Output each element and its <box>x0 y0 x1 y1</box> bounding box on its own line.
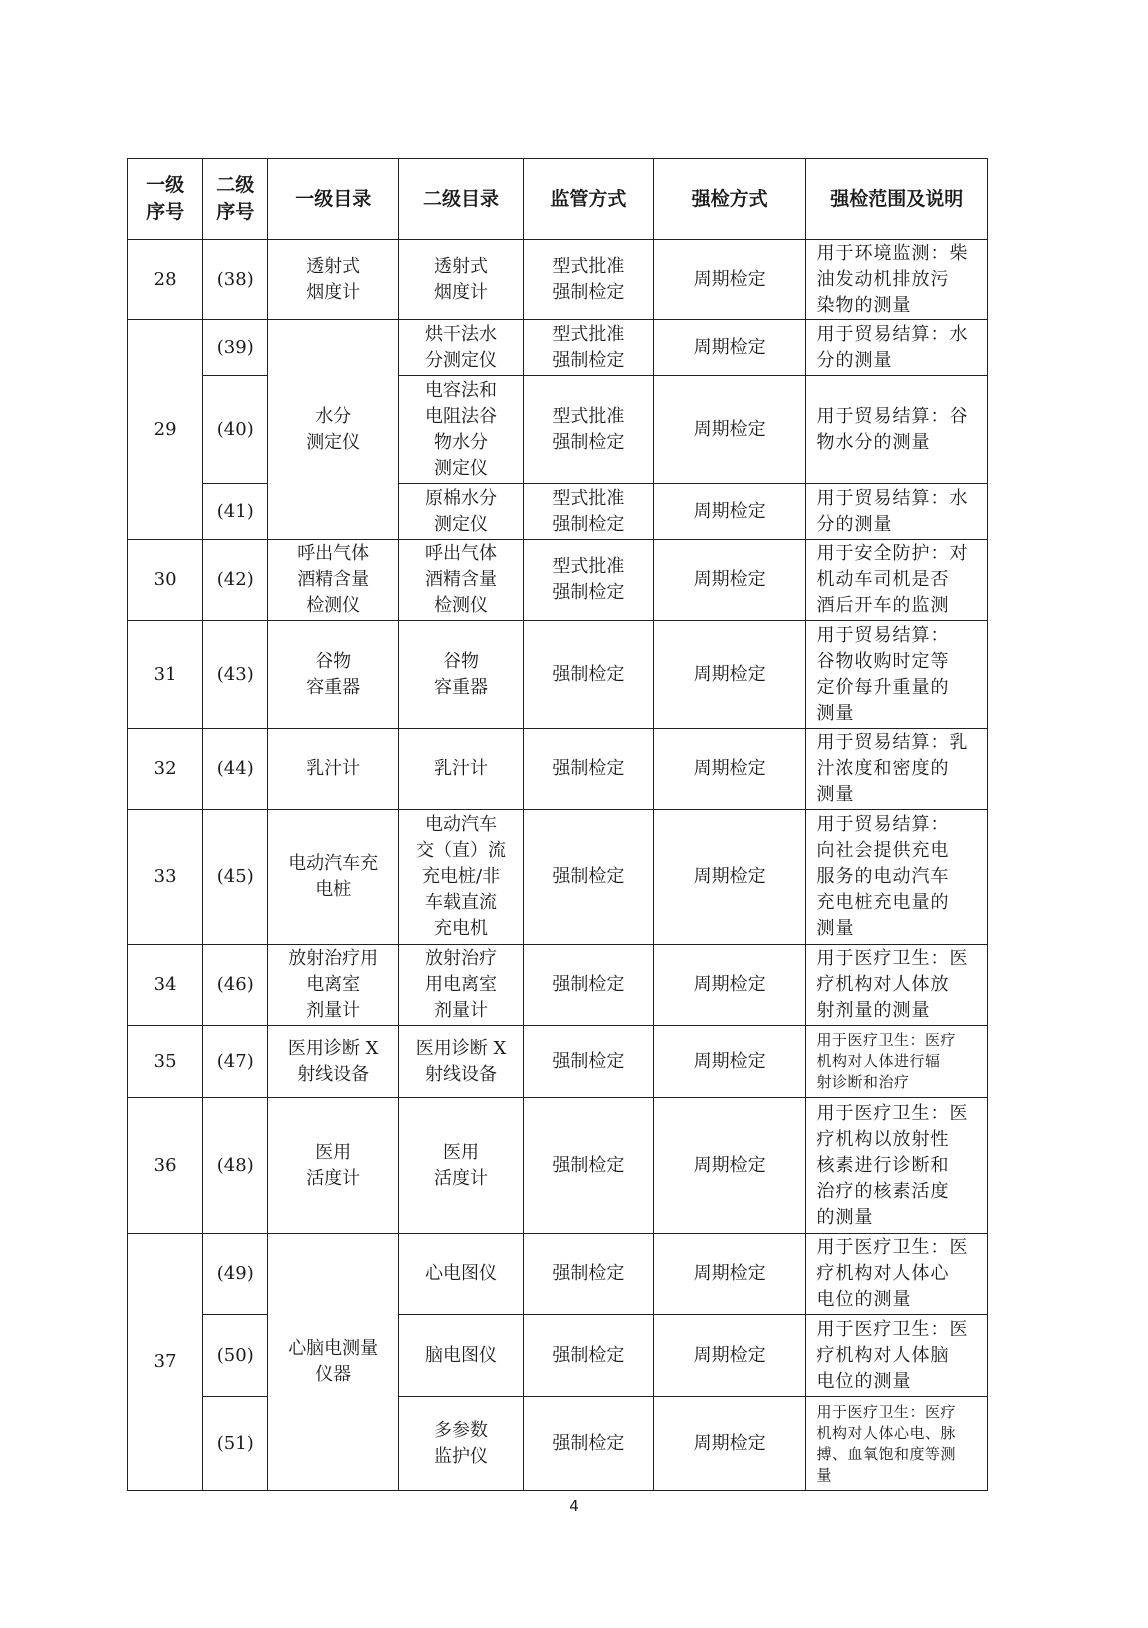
table-row <box>128 621 988 729</box>
table-row <box>128 320 988 376</box>
table-row <box>128 1234 988 1315</box>
inspection: 周期检定 <box>653 1397 806 1491</box>
supervision: 强制检定 <box>523 621 653 729</box>
level2-no: (50) <box>203 1315 268 1397</box>
level1-no: 31 <box>128 621 203 729</box>
table-header-row <box>128 159 988 240</box>
scope-note: 用于环境监测：柴 油发动机排放污 染物的测量 <box>806 240 988 320</box>
level2-catalog: 脑电图仪 <box>399 1315 524 1397</box>
header-level2-no: 二级 序号 <box>203 159 268 240</box>
table-row <box>128 484 988 540</box>
inspection: 周期检定 <box>653 729 806 810</box>
table-row <box>128 540 988 621</box>
header-supervision: 监管方式 <box>523 159 653 240</box>
scope-note: 用于贸易结算：水 分的测量 <box>806 320 988 376</box>
level1-no: 29 <box>128 320 203 540</box>
level2-catalog: 烘干法水 分测定仪 <box>399 320 524 376</box>
supervision: 型式批准 强制检定 <box>523 540 653 621</box>
level1-catalog: 医用 活度计 <box>268 1098 399 1234</box>
supervision: 强制检定 <box>523 729 653 810</box>
supervision: 强制检定 <box>523 1397 653 1491</box>
level2-no: (47) <box>203 1026 268 1098</box>
level1-no: 33 <box>128 810 203 945</box>
level1-catalog: 呼出气体 酒精含量 检测仪 <box>268 540 399 621</box>
level1-no: 36 <box>128 1098 203 1234</box>
level2-no: (49) <box>203 1234 268 1315</box>
level2-catalog: 心电图仪 <box>399 1234 524 1315</box>
inspection: 周期检定 <box>653 240 806 320</box>
table-row <box>128 376 988 484</box>
table-row <box>128 1026 988 1098</box>
level2-catalog: 放射治疗 用电离室 剂量计 <box>399 945 524 1026</box>
supervision: 强制检定 <box>523 1026 653 1098</box>
table-row <box>128 240 988 320</box>
level2-no: (44) <box>203 729 268 810</box>
scope-note: 用于贸易结算： 谷物收购时定等 定价每升重量的 测量 <box>806 621 988 729</box>
inspection: 周期检定 <box>653 320 806 376</box>
scope-note: 用于医疗卫生：医疗 机构对人体心电、脉 搏、血氧饱和度等测 量 <box>806 1397 988 1491</box>
table-row <box>128 729 988 810</box>
level1-no: 34 <box>128 945 203 1026</box>
scope-note: 用于贸易结算：乳 汁浓度和密度的 测量 <box>806 729 988 810</box>
supervision: 强制检定 <box>523 1098 653 1234</box>
supervision: 型式批准 强制检定 <box>523 320 653 376</box>
table-row <box>128 1098 988 1234</box>
level2-no: (51) <box>203 1397 268 1491</box>
scope-note: 用于安全防护：对 机动车司机是否 酒后开车的监测 <box>806 540 988 621</box>
scope-note: 用于医疗卫生：医 疗机构对人体心 电位的测量 <box>806 1234 988 1315</box>
supervision: 强制检定 <box>523 945 653 1026</box>
level2-no: (43) <box>203 621 268 729</box>
inspection: 周期检定 <box>653 376 806 484</box>
level1-catalog: 放射治疗用 电离室 剂量计 <box>268 945 399 1026</box>
header-level1-catalog: 一级目录 <box>268 159 399 240</box>
inspection: 周期检定 <box>653 1026 806 1098</box>
level2-no: (39) <box>203 320 268 376</box>
level2-catalog: 医用诊断 X 射线设备 <box>399 1026 524 1098</box>
level2-no: (41) <box>203 484 268 540</box>
level1-catalog: 透射式 烟度计 <box>268 240 399 320</box>
level1-catalog: 乳汁计 <box>268 729 399 810</box>
catalog-table <box>127 158 988 1491</box>
level2-no: (38) <box>203 240 268 320</box>
supervision: 型式批准 强制检定 <box>523 376 653 484</box>
level1-catalog: 电动汽车充 电桩 <box>268 810 399 945</box>
scope-note: 用于医疗卫生：医疗 机构对人体进行辐 射诊断和治疗 <box>806 1026 988 1098</box>
scope-note: 用于医疗卫生：医 疗机构以放射性 核素进行诊断和 治疗的核素活度 的测量 <box>806 1098 988 1234</box>
inspection: 周期检定 <box>653 621 806 729</box>
scope-note: 用于贸易结算：谷 物水分的测量 <box>806 376 988 484</box>
level2-catalog: 呼出气体 酒精含量 检测仪 <box>399 540 524 621</box>
inspection: 周期检定 <box>653 1315 806 1397</box>
supervision: 强制检定 <box>523 1315 653 1397</box>
supervision: 型式批准 强制检定 <box>523 240 653 320</box>
scope-note: 用于医疗卫生：医 疗机构对人体放 射剂量的测量 <box>806 945 988 1026</box>
inspection: 周期检定 <box>653 945 806 1026</box>
table-row <box>128 1397 988 1491</box>
level2-catalog: 医用 活度计 <box>399 1098 524 1234</box>
level2-catalog: 谷物 容重器 <box>399 621 524 729</box>
inspection: 周期检定 <box>653 540 806 621</box>
table-row <box>128 945 988 1026</box>
supervision: 型式批准 强制检定 <box>523 484 653 540</box>
level2-no: (40) <box>203 376 268 484</box>
level1-catalog: 谷物 容重器 <box>268 621 399 729</box>
table-row <box>128 1315 988 1397</box>
scope-note: 用于贸易结算： 向社会提供充电 服务的电动汽车 充电桩充电量的 测量 <box>806 810 988 945</box>
level2-catalog: 乳汁计 <box>399 729 524 810</box>
supervision: 强制检定 <box>523 810 653 945</box>
scope-note: 用于贸易结算：水 分的测量 <box>806 484 988 540</box>
level1-no: 37 <box>128 1234 203 1491</box>
level1-no: 30 <box>128 540 203 621</box>
level2-catalog: 多参数 监护仪 <box>399 1397 524 1491</box>
inspection: 周期检定 <box>653 1234 806 1315</box>
header-scope: 强检范围及说明 <box>806 159 988 240</box>
level1-catalog: 医用诊断 X 射线设备 <box>268 1026 399 1098</box>
inspection: 周期检定 <box>653 810 806 945</box>
header-inspection: 强检方式 <box>653 159 806 240</box>
level1-catalog: 水分 测定仪 <box>268 320 399 540</box>
level2-no: (46) <box>203 945 268 1026</box>
level2-catalog: 电动汽车 交（直）流 充电桩/非 车载直流 充电机 <box>399 810 524 945</box>
scope-note: 用于医疗卫生：医 疗机构对人体脑 电位的测量 <box>806 1315 988 1397</box>
level1-catalog: 心脑电测量 仪器 <box>268 1234 399 1491</box>
level1-no: 35 <box>128 1026 203 1098</box>
level2-catalog: 电容法和 电阻法谷 物水分 测定仪 <box>399 376 524 484</box>
header-level2-catalog: 二级目录 <box>399 159 524 240</box>
table-row <box>128 810 988 945</box>
inspection: 周期检定 <box>653 484 806 540</box>
level2-catalog: 透射式 烟度计 <box>399 240 524 320</box>
level1-no: 32 <box>128 729 203 810</box>
level2-no: (42) <box>203 540 268 621</box>
level2-no: (48) <box>203 1098 268 1234</box>
inspection: 周期检定 <box>653 1098 806 1234</box>
level2-no: (45) <box>203 810 268 945</box>
supervision: 强制检定 <box>523 1234 653 1315</box>
level1-no: 28 <box>128 240 203 320</box>
level2-catalog: 原棉水分 测定仪 <box>399 484 524 540</box>
page-number: 4 <box>569 1497 579 1515</box>
header-level1-no: 一级 序号 <box>128 159 203 240</box>
